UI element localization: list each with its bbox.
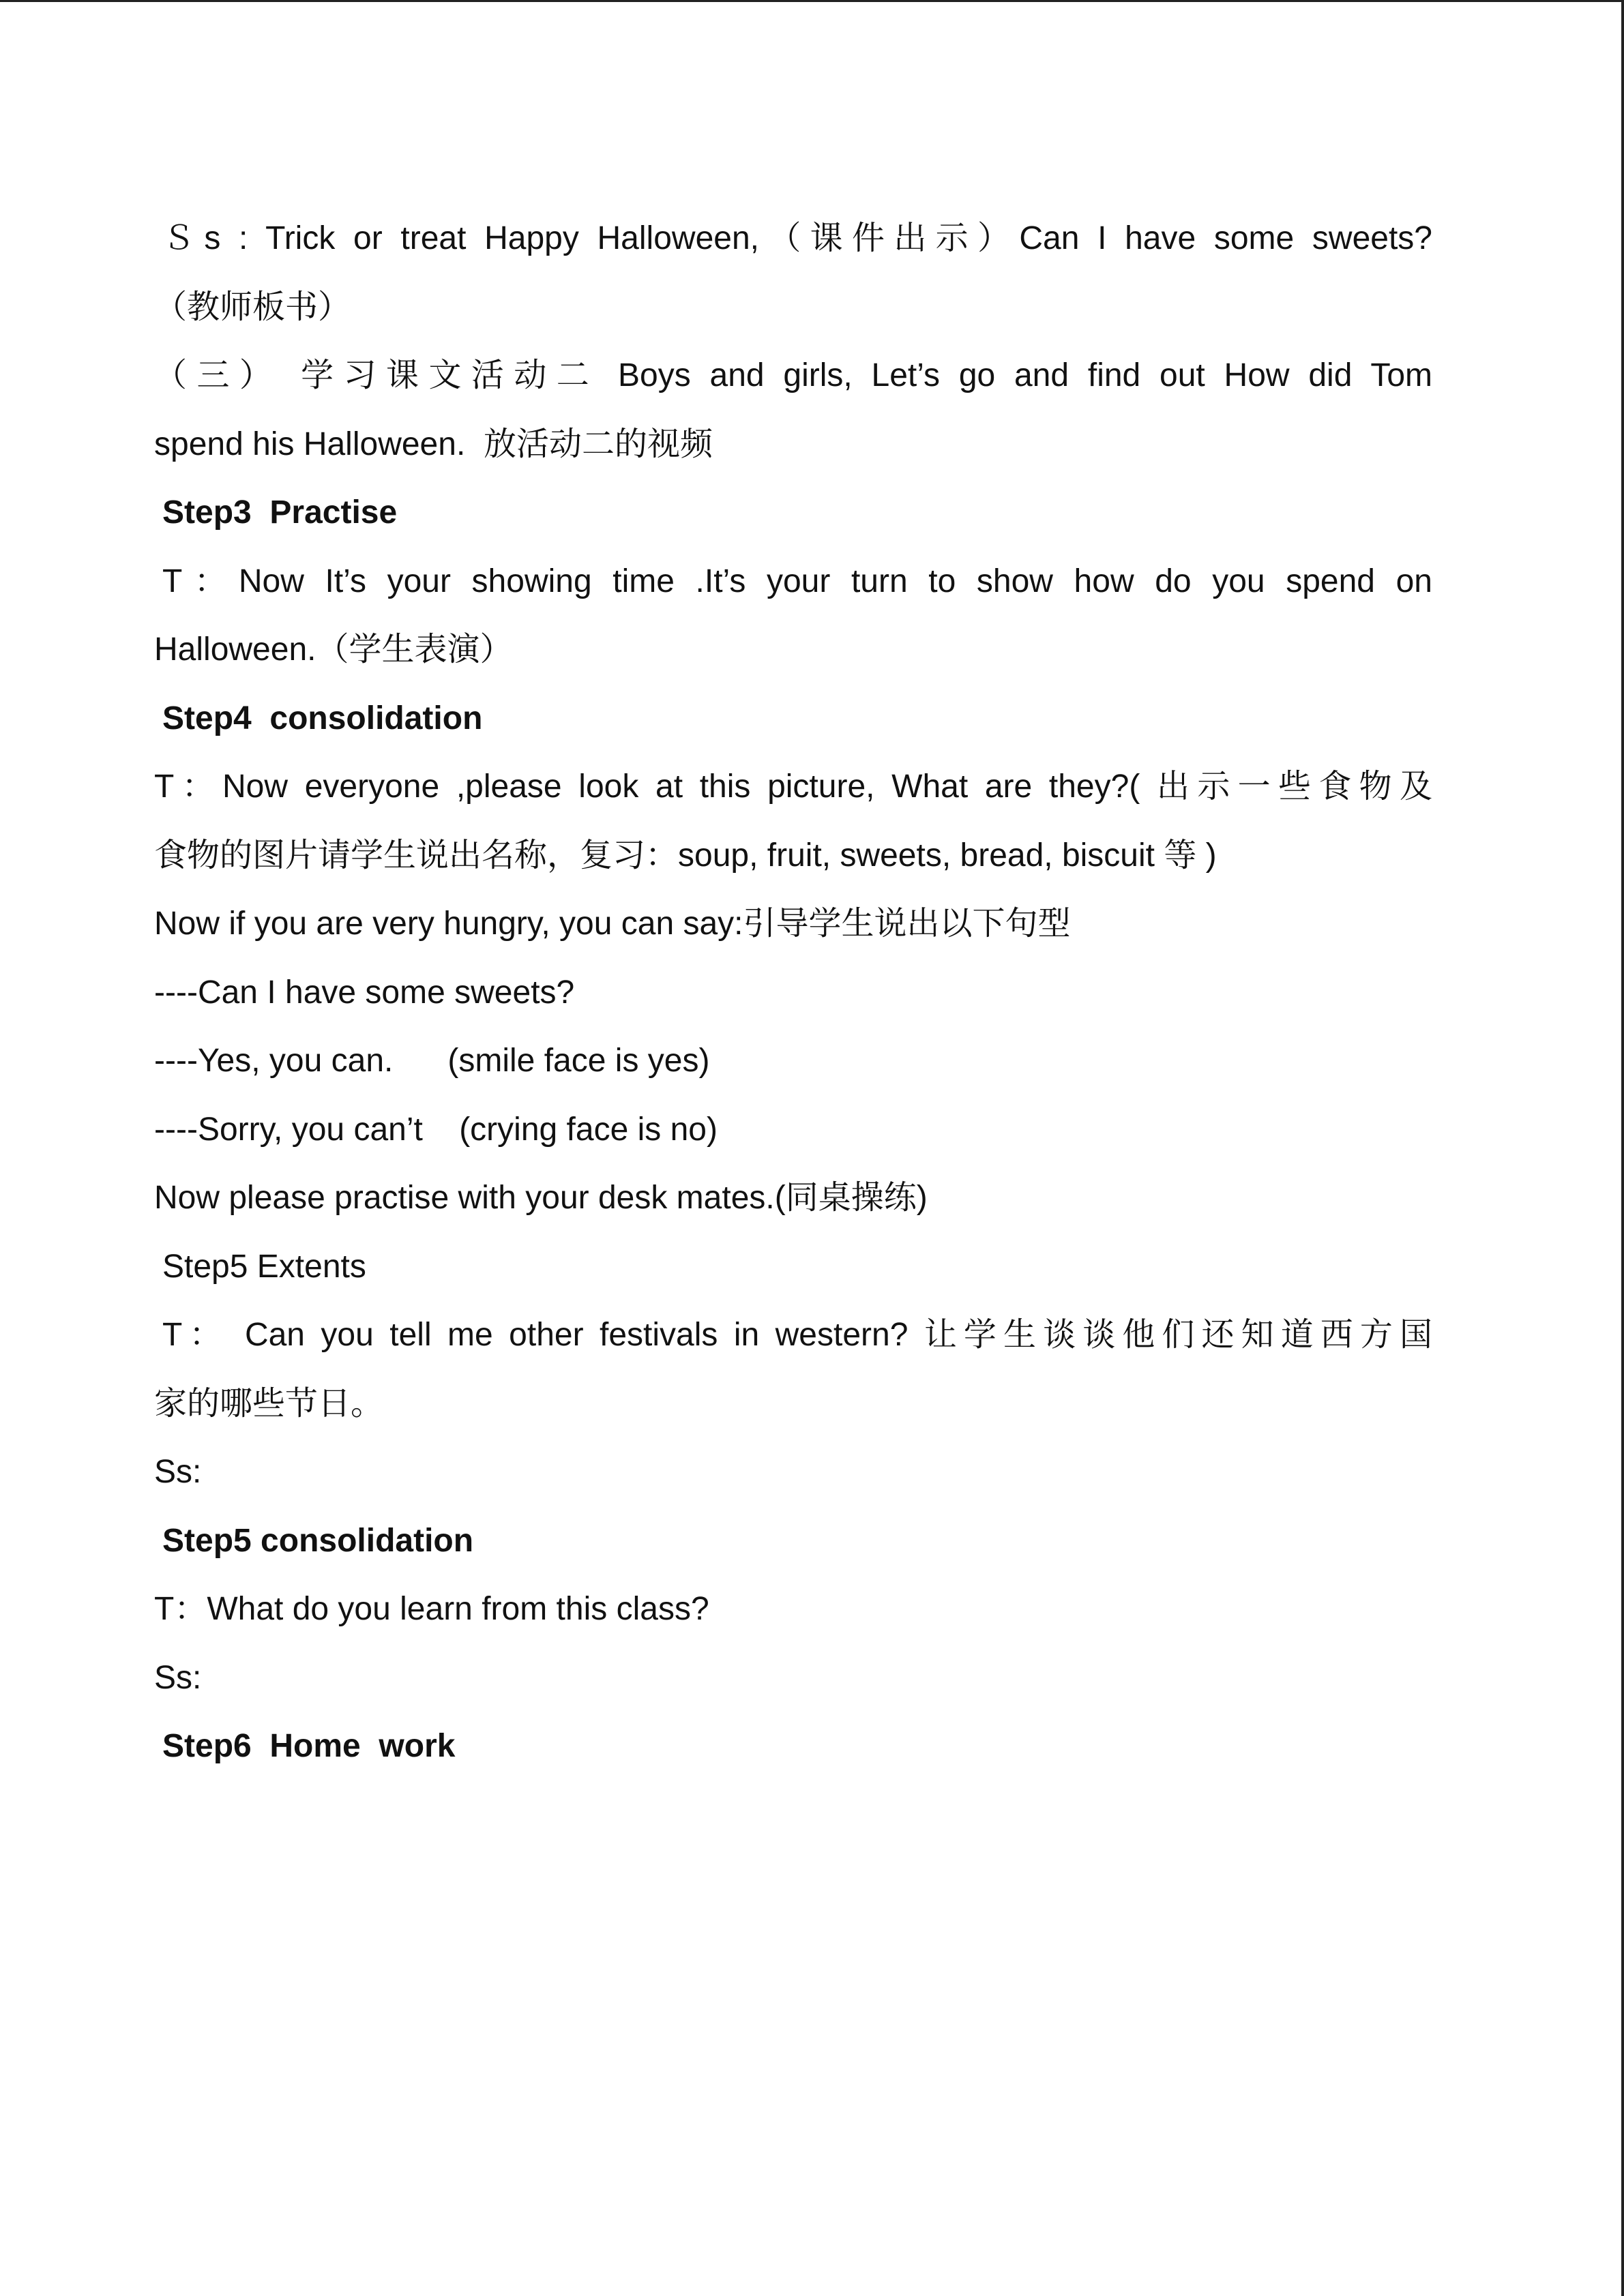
- food-review: 食物的图片请学生说出名称，复习：soup, fruit, sweets, bread, biscuit 等 ): [154, 837, 1217, 874]
- step3-heading: Step3 Practise: [162, 494, 398, 531]
- picture-question: T：Now everyone ,please look at this picture, What are they?( 出示一些食物及: [154, 769, 1432, 805]
- top-border-rule: [0, 0, 1624, 2]
- step6-heading: Step6 Home work: [162, 1728, 456, 1764]
- step4-heading: Step4 consolidation: [162, 700, 483, 736]
- dialogue-line-trick-or-treat: Ｓs : Trick or treat Happy Halloween,（课件出示）Can I have some sweets?: [162, 220, 1432, 256]
- pattern-no: ----Sorry, you can’t (crying face is no): [154, 1111, 718, 1148]
- document-page: [154, 205, 1432, 1781]
- students-response-1: Ss:: [154, 1454, 202, 1490]
- pattern-question: ----Can I have some sweets?: [154, 974, 575, 1011]
- practise-instruction: T：Now It’s your showing time .It’s your turn to show how do you spend on: [162, 563, 1432, 599]
- practise-performance: Halloween.（学生表演）: [154, 631, 513, 668]
- festivals-continued: 家的哪些节日。: [154, 1385, 384, 1422]
- right-border-rule: [1621, 0, 1624, 2296]
- activity-two-intro: （三） 学习课文活动二 Boys and girls, Let’s go and find out How did Tom: [154, 357, 1432, 393]
- pattern-yes: ----Yes, you can. (smile face is yes): [154, 1043, 710, 1079]
- board-writing-note: （教师板书）: [154, 288, 351, 325]
- desk-mate-practice: Now please practise with your desk mates.(同桌操练): [154, 1180, 928, 1216]
- step5-consolidation-heading: Step5 consolidation: [162, 1522, 474, 1559]
- festivals-question: T： Can you tell me other festivals in western? 让学生谈谈他们还知道西方国: [162, 1317, 1432, 1353]
- learning-question: T：What do you learn from this class?: [154, 1591, 709, 1627]
- students-response-2: Ss:: [154, 1659, 202, 1696]
- hungry-prompt: Now if you are very hungry, you can say:引导学生说出以下句型: [154, 906, 1071, 942]
- step5-extents-heading: Step5 Extents: [162, 1248, 366, 1285]
- activity-two-video: spend his Halloween. 放活动二的视频: [154, 426, 713, 462]
